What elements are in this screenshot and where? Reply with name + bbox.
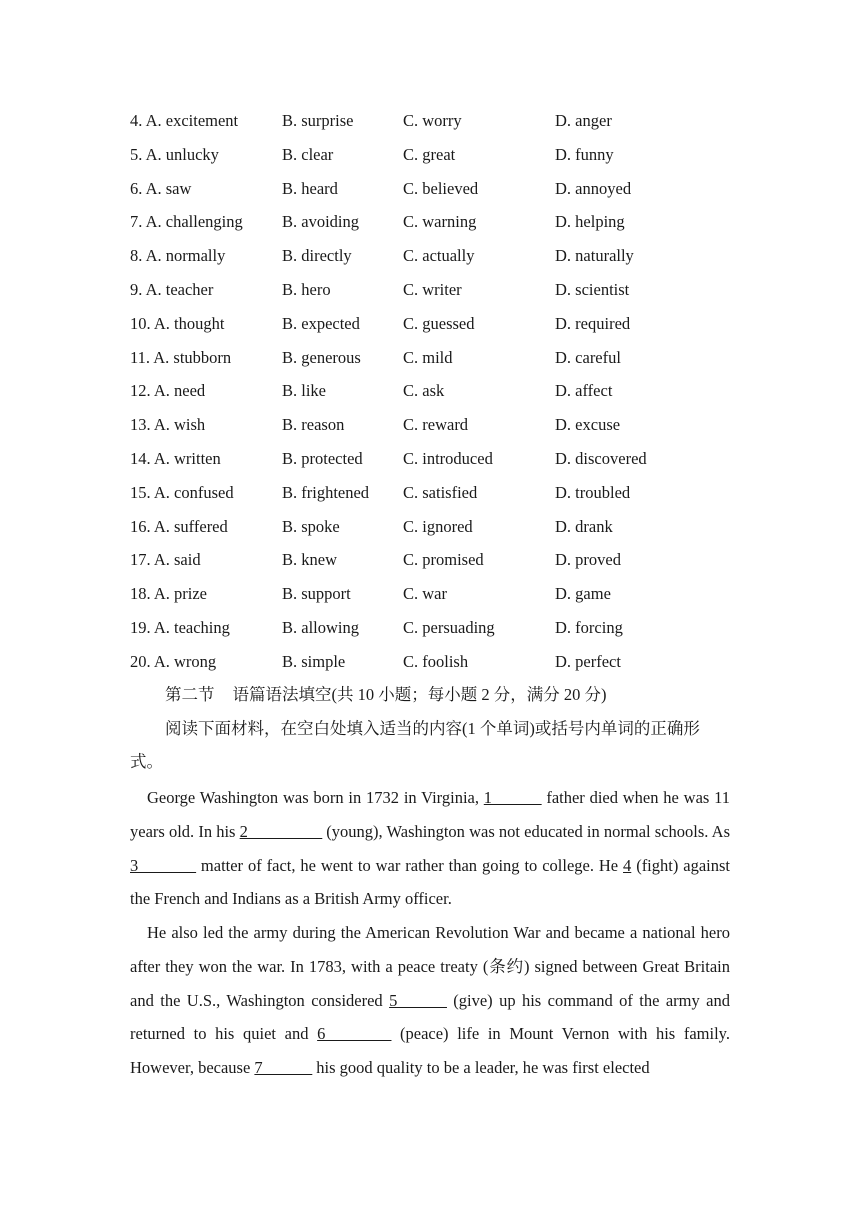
option-b: B. expected — [282, 313, 360, 333]
passage-text: (young), Washington was not educated in normal schools. As — [322, 821, 730, 841]
passage-paragraph-2 — [130, 916, 730, 1085]
option-d: D. game — [555, 584, 611, 604]
blank-5: 5______ — [389, 990, 447, 1010]
option-b: B. reason — [282, 415, 345, 435]
option-d: D. excuse — [555, 415, 621, 435]
option-d: D. anger — [555, 111, 612, 130]
option-a: 12. A. need — [130, 381, 206, 401]
passage-text: (fight) against the French and Indians as a British Army officer. — [130, 855, 730, 909]
option-a: 20. A. wrong — [130, 651, 217, 671]
option-d: D. scientist — [555, 279, 630, 299]
option-d: D. annoyed — [555, 178, 632, 198]
section-label: 第二节 — [165, 685, 215, 704]
option-d: D. helping — [555, 212, 625, 232]
option-a: 4. A. excitement — [130, 111, 239, 130]
section-heading — [165, 681, 607, 705]
option-c: C. ignored — [403, 516, 473, 536]
option-d: D. required — [555, 313, 631, 333]
option-b: B. knew — [282, 550, 337, 570]
option-a: 6. A. saw — [130, 178, 192, 198]
option-d: D. proved — [555, 550, 621, 570]
option-b: B. like — [282, 381, 326, 401]
blank-6: 6________ — [317, 1024, 392, 1044]
option-c: C. foolish — [403, 651, 469, 671]
option-d: D. careful — [555, 347, 621, 367]
option-a: 13. A. wish — [130, 415, 206, 435]
blank-2: 2_________ — [239, 821, 323, 841]
option-a: 18. A. prize — [130, 584, 207, 604]
option-b: B. spoke — [282, 516, 340, 536]
passage-text: matter of fact, he went to war rather than going to college. He — [196, 855, 624, 875]
passage-text: George Washington was born in 1732 in Virginia, — [147, 788, 484, 807]
option-c: C. warning — [403, 212, 477, 232]
blank-7: 7______ — [254, 1058, 313, 1078]
option-c: C. mild — [403, 347, 453, 367]
option-c: C. great — [403, 144, 456, 164]
passage-text: father died when he was 11 years old. In his — [130, 788, 730, 841]
option-b: B. support — [282, 584, 351, 604]
option-b: B. frightened — [282, 482, 370, 502]
option-a: 14. A. written — [130, 448, 221, 468]
passage-text: (peace) life in Mount Vernon with his family. However, because — [130, 1024, 730, 1078]
option-b: B. generous — [282, 347, 361, 367]
passage-text: (give) up his command of the army and returned to his quiet and — [130, 990, 730, 1044]
option-d: D. naturally — [555, 246, 634, 266]
option-d: D. discovered — [555, 448, 647, 468]
option-a: 16. A. suffered — [130, 516, 228, 536]
blank-3: 3_______ — [130, 855, 196, 875]
option-a: 5. A. unlucky — [130, 144, 219, 164]
option-b: B. allowing — [282, 617, 359, 637]
option-a: 7. A. challenging — [130, 212, 243, 232]
section-title: 语篇语法填空(共 10 小题；每小题 2 分，满分 20 分) — [232, 685, 607, 704]
option-b: B. avoiding — [282, 212, 359, 232]
option-a: 8. A. normally — [130, 246, 226, 266]
option-a: 10. A. thought — [130, 313, 225, 333]
option-c: C. actually — [403, 246, 475, 266]
option-c: C. guessed — [403, 313, 475, 333]
option-b: B. directly — [282, 246, 352, 266]
passage-text: his good quality to be a leader, he was first elected — [312, 1058, 650, 1078]
option-c: C. writer — [403, 279, 462, 299]
section-instruction: 阅读下面材料，在空白处填入适当的内容(1 个单词)或括号内单词的正确形式。 — [130, 719, 700, 771]
passage-paragraph-1 — [130, 781, 730, 916]
option-a: 17. A. said — [130, 550, 201, 570]
option-b: B. simple — [282, 651, 346, 671]
option-d: D. funny — [555, 144, 614, 164]
option-b: B. clear — [282, 144, 334, 164]
option-b: B. hero — [282, 279, 331, 299]
option-c: C. satisfied — [403, 482, 478, 502]
option-c: C. reward — [403, 415, 469, 435]
option-c: C. war — [403, 584, 447, 604]
passage-text: He also led the army during the American Revolution War and became a national hero after they won the war. In 1783, with a peace treaty (条约) signed between Great Britain and the U.S., Washington considered — [130, 923, 730, 1010]
option-c: C. ask — [403, 381, 445, 401]
option-c: C. promised — [403, 550, 484, 570]
option-c: C. worry — [403, 111, 462, 130]
option-a: 15. A. confused — [130, 482, 234, 502]
option-b: B. protected — [282, 448, 363, 468]
option-c: C. persuading — [403, 617, 495, 637]
option-c: C. introduced — [403, 448, 493, 468]
blank-1: 1______ — [483, 788, 542, 807]
option-a: 11. A. stubborn — [130, 347, 232, 367]
option-b: B. heard — [282, 178, 338, 198]
option-a: 19. A. teaching — [130, 617, 230, 637]
option-c: C. believed — [403, 178, 479, 198]
blank-4: 4 — [623, 855, 632, 875]
option-d: D. troubled — [555, 482, 631, 502]
option-d: D. perfect — [555, 651, 621, 671]
option-d: D. forcing — [555, 617, 623, 637]
option-d: D. affect — [555, 381, 613, 401]
option-b: B. surprise — [282, 111, 354, 130]
option-a: 9. A. teacher — [130, 279, 214, 299]
option-d: D. drank — [555, 516, 613, 536]
